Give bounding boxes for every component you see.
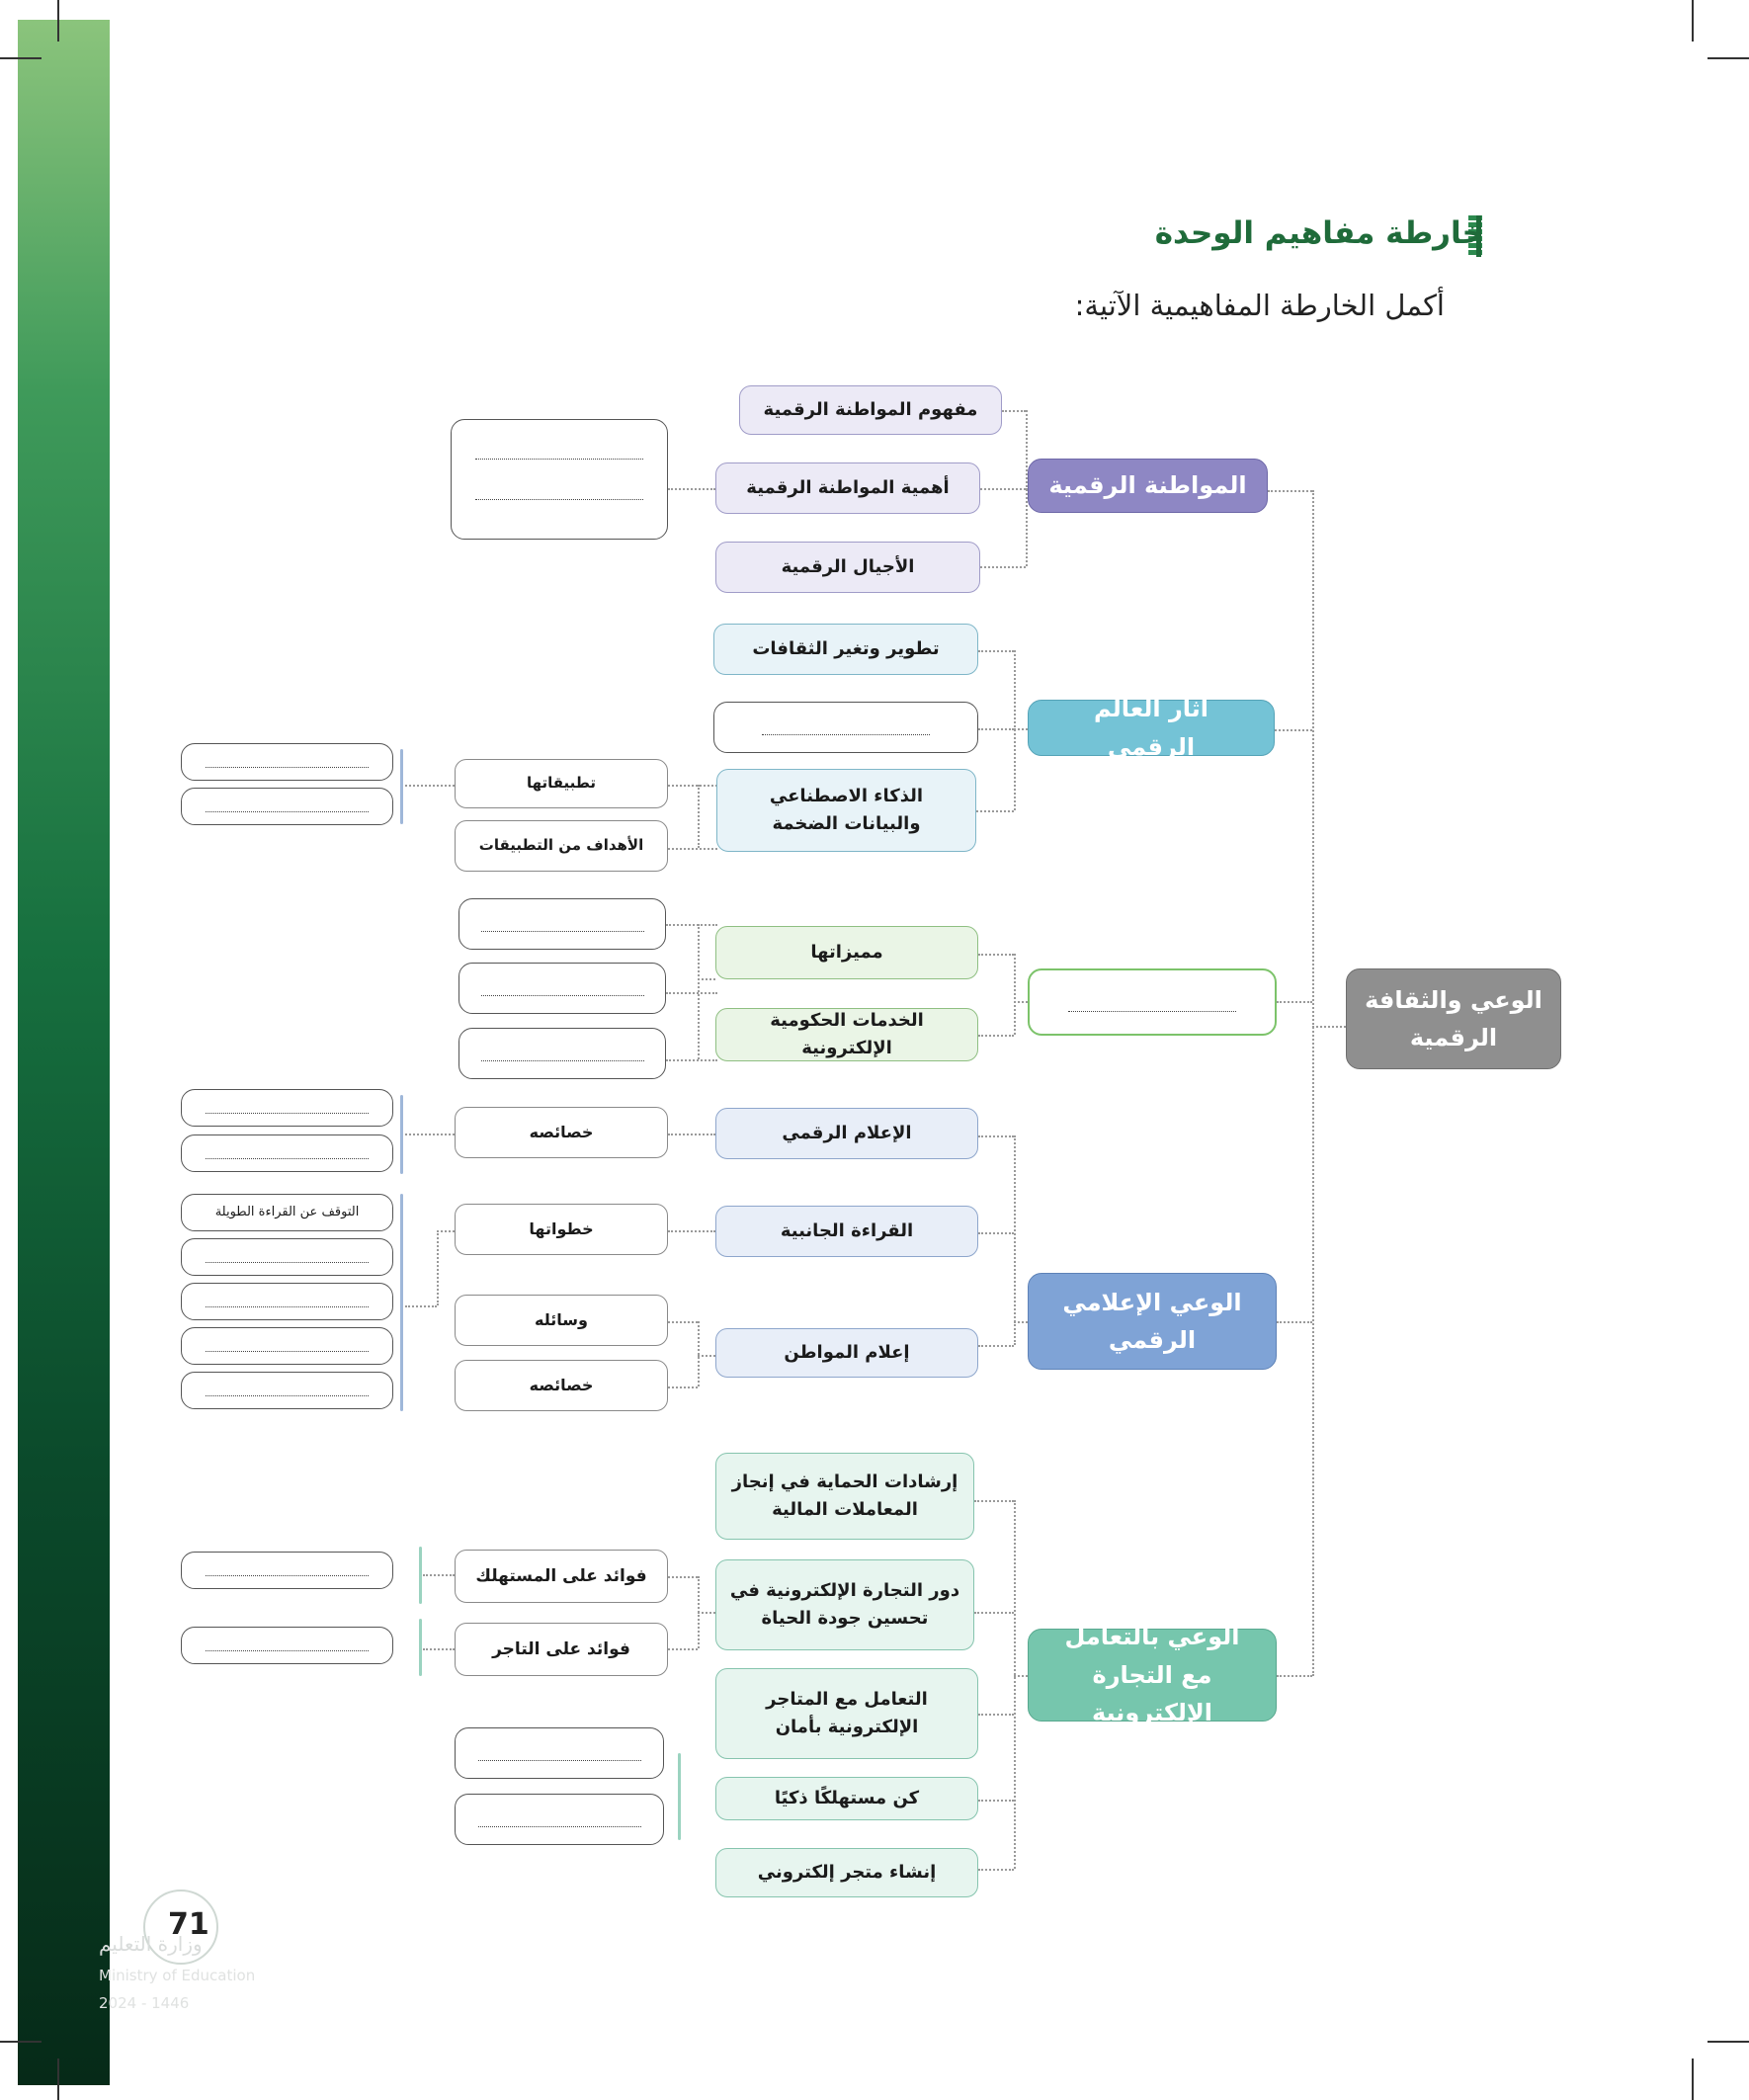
crop-mark — [1707, 2041, 1749, 2043]
answer-box[interactable] — [455, 1727, 664, 1779]
root-node: الوعي والثقافة الرقمية — [1346, 968, 1561, 1069]
node-citizen-media: إعلام المواطن — [715, 1328, 978, 1378]
instruction-text: أكمل الخارطة المفاهيمية الآتية: — [1074, 289, 1445, 322]
node-culture-change: تطوير وتغير الثقافات — [713, 624, 978, 675]
node-steps: خطواتها — [455, 1204, 668, 1255]
node-ai-applications: تطبيقاتها — [455, 759, 668, 808]
node-consumer-benefits: فوائد على المستهلك — [455, 1550, 668, 1603]
answer-box[interactable] — [181, 1238, 393, 1276]
answer-box[interactable] — [181, 743, 393, 781]
answer-box[interactable] — [181, 1627, 393, 1664]
branch-ecommerce-awareness: الوعي بالتعامل مع التجارة الإلكترونية — [1028, 1629, 1277, 1722]
crop-mark — [1707, 57, 1749, 59]
crop-mark — [1692, 2058, 1694, 2100]
answer-box[interactable] — [181, 1552, 393, 1589]
node-application-goals: الأهداف من التطبيقات — [455, 820, 668, 872]
node-characteristics: خصائصه — [455, 1107, 668, 1158]
node-citizenship-concept: مفهوم المواطنة الرقمية — [739, 385, 1002, 435]
edition-year: 2024 - 1446 — [99, 1994, 190, 2012]
crop-mark — [1692, 0, 1694, 42]
node-citizenship-importance: أهمية المواطنة الرقمية — [715, 462, 980, 514]
ministry-name: وزارة التعليم — [99, 1932, 203, 1956]
branch-digital-effects: آثار العالم الرقمي — [1028, 700, 1275, 756]
bracket — [400, 749, 403, 824]
answer-box-effect[interactable] — [713, 702, 978, 753]
node-merchant-benefits: فوائد على التاجر — [455, 1623, 668, 1676]
node-smart-consumer: كن مستهلكًا ذكيًا — [715, 1777, 978, 1820]
page-title: خارطة مفاهيم الوحدة — [1154, 215, 1484, 251]
node-create-store: إنشاء متجر إلكتروني — [715, 1848, 978, 1897]
answer-box[interactable] — [458, 1028, 666, 1079]
crop-mark — [57, 0, 59, 42]
page-number: 71 — [168, 1907, 209, 1942]
answer-box[interactable] — [455, 1794, 664, 1845]
node-features: مميزاتها — [715, 926, 978, 979]
node-lateral-reading: القراءة الجانبية — [715, 1206, 978, 1257]
answer-box[interactable] — [181, 1327, 393, 1365]
branch-media-awareness: الوعي الإعلامي الرقمي — [1028, 1273, 1277, 1370]
bracket — [419, 1547, 422, 1604]
crop-mark — [0, 57, 42, 59]
answer-box[interactable] — [458, 898, 666, 950]
bracket — [400, 1095, 403, 1174]
node-characteristics-2: خصائصه — [455, 1360, 668, 1411]
node-safe-stores: التعامل مع المتاجر الإلكترونية بأمان — [715, 1668, 978, 1759]
ministry-name-en: Ministry of Education — [99, 1967, 256, 1984]
given-answer-box: التوقف عن القراءة الطويلة — [181, 1194, 393, 1231]
crop-mark — [0, 2041, 42, 2043]
bracket — [400, 1194, 403, 1411]
bracket — [678, 1753, 681, 1840]
answer-box[interactable] — [458, 963, 666, 1014]
node-financial-protection: إرشادات الحماية في إنجاز المعاملات المالية — [715, 1453, 974, 1540]
bracket — [419, 1619, 422, 1676]
node-digital-generations: الأجيال الرقمية — [715, 542, 980, 593]
answer-box[interactable] — [181, 1089, 393, 1127]
node-digital-media: الإعلام الرقمي — [715, 1108, 978, 1159]
branch-answer-box[interactable] — [1028, 968, 1277, 1036]
page-sidebar — [18, 20, 110, 2085]
node-means: وسائله — [455, 1295, 668, 1346]
answer-box-importance[interactable] — [451, 419, 668, 540]
branch-citizenship: المواطنة الرقمية — [1028, 459, 1268, 513]
node-ai-bigdata: الذكاء الاصطناعي والبيانات الضخمة — [716, 769, 976, 852]
node-ecommerce-role: دور التجارة الإلكترونية في تحسين جودة الحياة — [715, 1559, 974, 1650]
crop-mark — [57, 2058, 59, 2100]
node-e-government: الخدمات الحكومية الإلكترونية — [715, 1008, 978, 1061]
answer-box[interactable] — [181, 1134, 393, 1172]
answer-box[interactable] — [181, 788, 393, 825]
answer-box[interactable] — [181, 1372, 393, 1409]
answer-box[interactable] — [181, 1283, 393, 1320]
